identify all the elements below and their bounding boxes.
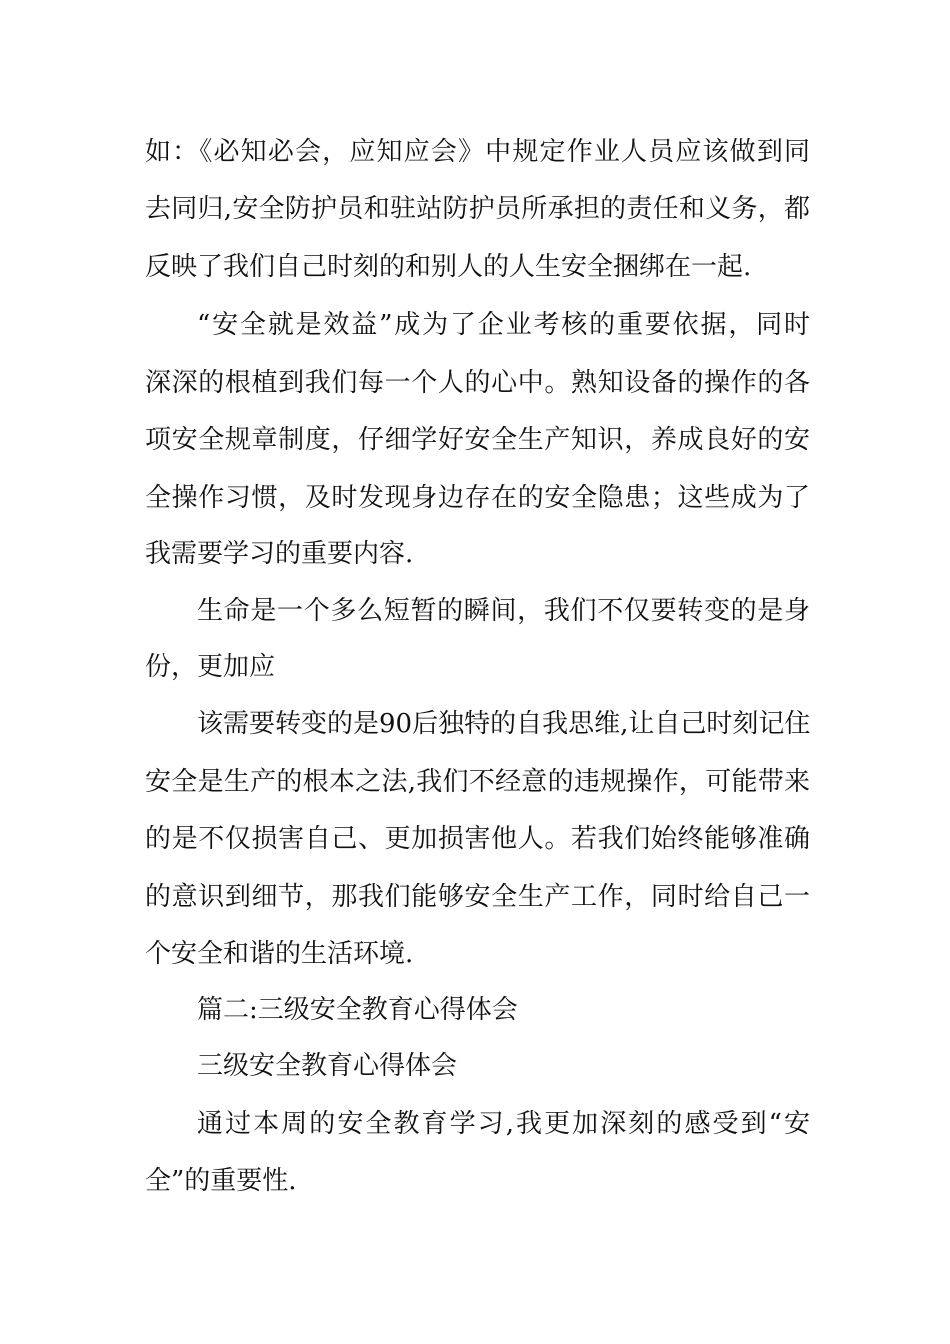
text-line: 深深的根植到我们每一个人的心中。熟知设备的操作的各 <box>145 368 810 398</box>
text-line: 通过本周的安全教育学习,我更加深刻的感受到“安 <box>197 1109 810 1139</box>
text-line: 个安全和谐的生活环境. <box>145 939 414 969</box>
text-line: 生命是一个多么短暂的瞬间，我们不仅要转变的是身 <box>197 596 810 626</box>
text-line: 我需要学习的重要内容. <box>145 539 414 569</box>
text-line: 反映了我们自己时刻的和别人的人生安全捆绑在一起. <box>145 252 752 282</box>
text-line: 份，更加应 <box>145 652 276 682</box>
text-line: 全操作习惯，及时发现身边存在的安全隐患；这些成为了 <box>145 483 810 513</box>
text-line: 的是不仅损害自己、更加损害他人。若我们始终能够准确 <box>145 824 810 854</box>
text-line: 安全是生产的根本之法,我们不经意的违规操作，可能带来 <box>145 767 810 797</box>
text-line: 如：《必知必会，应知应会》中规定作业人员应该做到同 <box>145 137 810 167</box>
text-line: 的意识到细节，那我们能够安全生产工作，同时给自己一 <box>145 882 810 912</box>
text-line: “安全就是效益”成为了企业考核的重要依据，同时 <box>197 310 810 340</box>
article-title: 三级安全教育心得体会 <box>197 1051 458 1081</box>
text-line: 去同归,安全防护员和驻站防护员所承担的责任和义务，都 <box>145 194 810 224</box>
text-line: 全”的重要性. <box>145 1166 297 1196</box>
text-line: 项安全规章制度，仔细学好安全生产知识，养成良好的安 <box>145 425 810 455</box>
section-heading: 篇二:三级安全教育心得体会 <box>197 995 518 1025</box>
text-line: 该需要转变的是90后独特的自我思维,让自己时刻记住 <box>197 709 811 739</box>
